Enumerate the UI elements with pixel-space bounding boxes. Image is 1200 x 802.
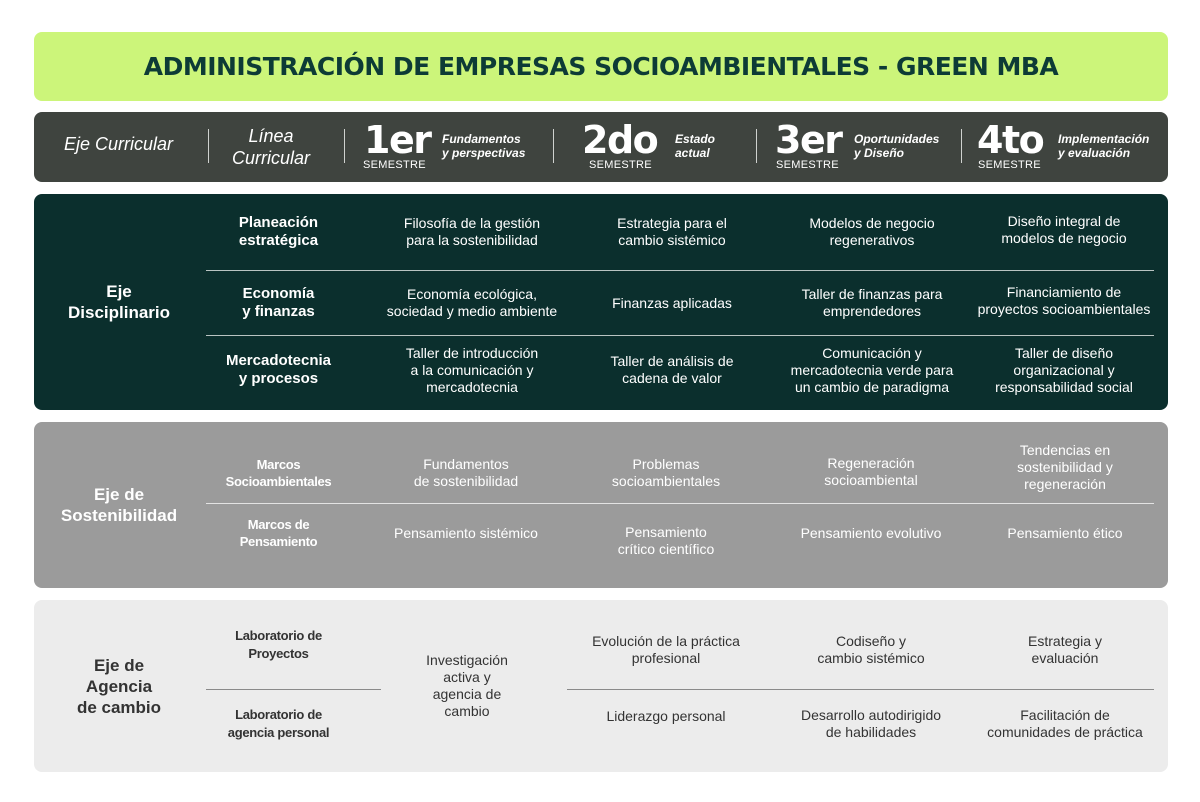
- course-cell: Taller de introducción a la comunicación y mercadotecnia: [405, 344, 539, 395]
- course-cell: Liderazgo personal: [606, 707, 726, 724]
- row-label: Mercadotecnia y procesos: [225, 352, 332, 387]
- linea-label-line-1: Línea: [248, 126, 294, 146]
- semester-3-number: 3er: [775, 118, 842, 162]
- eje-agencia-section: [34, 600, 1168, 772]
- course-cell: Economía ecológica, sociedad y medio ambiente: [386, 286, 558, 319]
- course-cell: Pensamiento crítico científico: [617, 524, 715, 557]
- course-cell: Estrategia y evaluación: [1028, 633, 1102, 666]
- course-cell: Tendencias en sostenibilidad y regeneración: [1017, 441, 1113, 492]
- header-divider: [208, 129, 209, 163]
- semester-1-desc-line-2: y perspectivas: [442, 146, 526, 160]
- course-cell: Taller de diseño organizacional y responsabilidad social: [995, 344, 1133, 395]
- course-cell: Modelos de negocio regenerativos: [809, 215, 935, 248]
- course-cell: Problemas socioambientales: [611, 456, 721, 489]
- page-title: ADMINISTRACIÓN DE EMPRESAS SOCIOAMBIENTALES - GREEN MBA: [143, 52, 1059, 81]
- semester-3-desc-line-1: Oportunidades: [854, 132, 940, 146]
- header-row: [34, 112, 1168, 182]
- course-cell: Pensamiento evolutivo: [800, 524, 942, 541]
- course-cell: Pensamiento ético: [1007, 524, 1123, 541]
- semester-4-desc-line-1: Implementación: [1058, 132, 1150, 146]
- header-divider: [553, 129, 554, 163]
- course-cell: Comunicación y mercadotecnia verde para un cambio de paradigma: [790, 344, 954, 395]
- semester-4-description: [1058, 132, 1149, 160]
- row-label: Economía y finanzas: [242, 285, 315, 320]
- semester-4-number: 4to: [977, 118, 1044, 162]
- semester-2-description: [675, 132, 715, 160]
- semester-1-word: SEMESTRE: [363, 159, 426, 171]
- eje-disciplinario-section: [34, 194, 1168, 410]
- semester-4-word: SEMESTRE: [978, 159, 1041, 171]
- header-divider: [756, 129, 757, 163]
- course-cell: Regeneración socioambiental: [824, 455, 918, 488]
- semester-2-desc-line-2: actual: [675, 146, 710, 160]
- semester-1-desc-line-1: Fundamentos: [442, 132, 521, 146]
- course-cell: Facilitación de comunidades de práctica: [987, 707, 1143, 740]
- semester-2-desc-line-1: Estado: [675, 132, 716, 146]
- linea-label-line-2: Curricular: [231, 148, 310, 168]
- course-cell: Estrategia para el cambio sistémico: [617, 215, 727, 248]
- header-divider: [961, 129, 962, 163]
- course-cell: Codiseño y cambio sistémico: [817, 633, 925, 666]
- course-cell: Taller de finanzas para emprendedores: [801, 286, 943, 319]
- row-label: Laboratorio de agencia personal: [227, 707, 330, 740]
- linea-curricular-label: [226, 125, 316, 169]
- course-cell: Evolución de la práctica profesional: [592, 633, 740, 666]
- course-cell: Financiamiento de proyectos socioambientales: [977, 284, 1151, 317]
- eje-sostenibilidad-section: [34, 422, 1168, 588]
- course-cell: Taller de análisis de cadena de valor: [610, 353, 734, 386]
- semester-2-number: 2do: [582, 118, 658, 162]
- axis-label: Eje de Agencia de cambio: [76, 655, 162, 717]
- semester-1-description: [442, 132, 525, 160]
- course-cell: Fundamentos de sostenibilidad: [413, 456, 519, 489]
- semester-3-description: [854, 132, 939, 160]
- course-cell: Finanzas aplicadas: [612, 294, 732, 311]
- course-cell: Filosofía de la gestión para la sostenibilidad: [403, 215, 541, 248]
- semester-3-desc-line-2: y Diseño: [854, 146, 905, 160]
- course-cell: Pensamiento sistémico: [394, 524, 538, 541]
- axis-label: Eje de Sostenibilidad: [60, 485, 178, 525]
- row-label: Marcos de Pensamiento: [239, 517, 318, 549]
- row-label: Planeación estratégica: [238, 214, 319, 249]
- semester-3-word: SEMESTRE: [776, 159, 839, 171]
- title-banner: [34, 32, 1168, 101]
- course-cell-shared: Investigación activa y agencia de cambio: [426, 652, 508, 719]
- row-label: Marcos Socioambientales: [225, 457, 332, 489]
- header-divider: [344, 129, 345, 163]
- axis-label: Eje Disciplinario: [67, 282, 171, 322]
- semester-2-word: SEMESTRE: [589, 159, 652, 171]
- eje-curricular-label: Eje Curricular: [64, 134, 174, 154]
- semester-1-number: 1er: [364, 118, 431, 162]
- course-cell: Desarrollo autodirigido de habilidades: [800, 707, 942, 740]
- course-cell: Diseño integral de modelos de negocio: [1001, 213, 1127, 246]
- semester-4-desc-line-2: y evaluación: [1058, 146, 1131, 160]
- row-label: Laboratorio de Proyectos: [235, 628, 322, 661]
